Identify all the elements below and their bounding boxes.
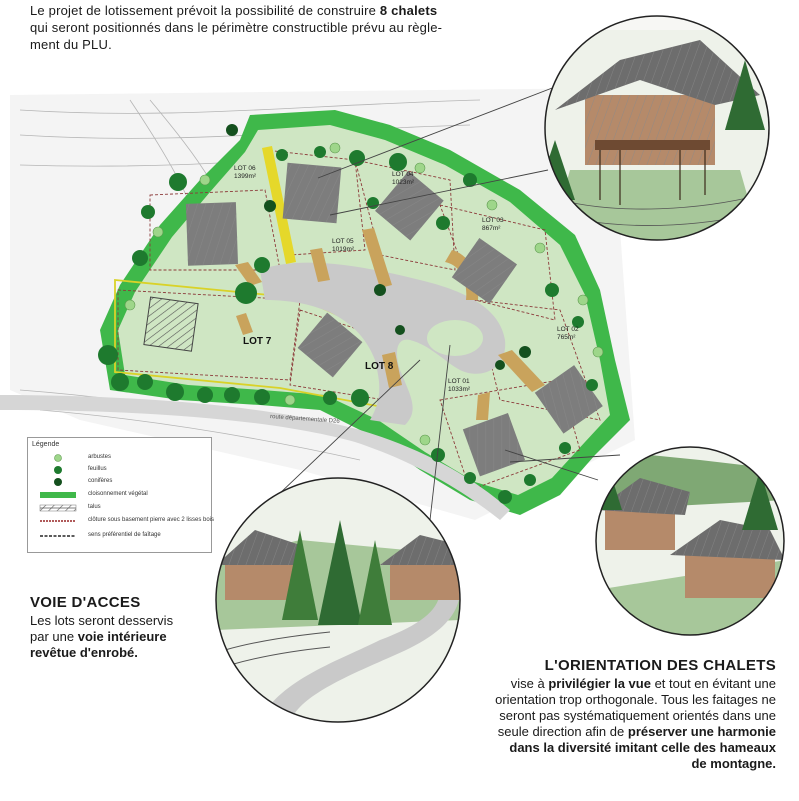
intro-chalets-count: 8 chalets bbox=[379, 3, 438, 18]
intro-line3: ment du PLU. bbox=[30, 37, 112, 52]
embankment-icon bbox=[38, 504, 78, 512]
orientation-l2: orientation trop orthogonale. Tous les faitages ne bbox=[495, 692, 776, 707]
lot-01-name: LOT 01 bbox=[448, 378, 470, 385]
deciduous-tree-icon bbox=[38, 466, 78, 474]
intro-line2: qui seront positionnés dans le périmètre constructible prévu au règle- bbox=[30, 20, 443, 35]
lot-04-area: 1023m² bbox=[392, 179, 415, 186]
legend-item-faitage bbox=[32, 531, 207, 541]
voie-line3: revêtue d'enrobé. bbox=[30, 645, 138, 660]
orientation-l5: dans la diversité imitant celle des hameaux bbox=[509, 740, 776, 755]
orientation-l1a: vise à bbox=[510, 676, 545, 691]
legend-item-cloture bbox=[32, 516, 215, 526]
orientation-l4a: seule direction afin de bbox=[497, 724, 625, 739]
voie-acces-block bbox=[30, 595, 250, 661]
roundabout-island bbox=[427, 320, 483, 356]
lot-8-label: LOT 8 bbox=[365, 361, 394, 372]
shrub-icon bbox=[38, 454, 78, 462]
hedge-icon bbox=[38, 491, 78, 499]
lot-04-name: LOT 04 bbox=[392, 171, 414, 178]
orientation-title: L'ORIENTATION DES CHALETS bbox=[544, 657, 776, 674]
voie-line2a: par une bbox=[30, 629, 75, 644]
ridge-direction-icon bbox=[38, 532, 78, 540]
lot-7-label: LOT 7 bbox=[243, 336, 272, 347]
legend-title: Légende bbox=[32, 441, 60, 448]
orientation-l1c: et tout en évitant une bbox=[654, 676, 776, 691]
orientation-l4b: préserver une harmonie bbox=[627, 724, 776, 739]
orientation-l6: de montagne. bbox=[691, 756, 776, 771]
legend-item-arbustes bbox=[32, 453, 207, 463]
lot-01-area: 1033m² bbox=[448, 386, 471, 393]
lot-06-area: 1399m² bbox=[234, 173, 257, 180]
legend-item-talus bbox=[32, 503, 207, 513]
legend-label: conifères bbox=[88, 478, 113, 484]
legend-label: talus bbox=[88, 504, 101, 510]
legend-label: feuillus bbox=[88, 466, 107, 472]
lot-05-area: 1019m² bbox=[332, 246, 355, 253]
legend-label: arbustes bbox=[88, 454, 112, 460]
voie-line2b: voie intérieure bbox=[77, 629, 167, 644]
lot-06-name: LOT 06 bbox=[234, 165, 256, 172]
fence-icon bbox=[38, 517, 78, 525]
legend-label: sens préférentiel de faîtage bbox=[88, 532, 161, 538]
lot-02-name: LOT 02 bbox=[557, 326, 579, 333]
legend-label: cloisonnement végétal bbox=[88, 491, 148, 497]
legend-item-cloisonnement bbox=[32, 490, 207, 500]
voie-acces-title: VOIE D'ACCES bbox=[30, 594, 141, 611]
legend-item-coniferes bbox=[32, 477, 207, 487]
lot-03-name: LOT 03 bbox=[482, 217, 504, 224]
lot-05-name: LOT 05 bbox=[332, 238, 354, 245]
intro-line1: Le projet de lotissement prévoit la possibilité de construire bbox=[30, 3, 377, 18]
road-label: route départementale D26 bbox=[269, 414, 340, 425]
lot-02-area: 765m² bbox=[557, 334, 576, 341]
legend bbox=[27, 437, 215, 553]
conifer-icon bbox=[38, 478, 78, 486]
orientation-l1b: privilégier la vue bbox=[548, 676, 651, 691]
lot-03-area: 867m² bbox=[482, 225, 501, 232]
orientation-block bbox=[406, 658, 776, 772]
legend-item-feuillus bbox=[32, 465, 207, 475]
chalets-sketch-right bbox=[588, 447, 786, 640]
orientation-l3: seront pas systématiquement orientés dans une bbox=[499, 708, 776, 723]
legend-label: clôture sous basement pierre avec 2 lisses bois bbox=[88, 517, 215, 523]
voie-line1: Les lots seront desservis bbox=[30, 613, 174, 628]
